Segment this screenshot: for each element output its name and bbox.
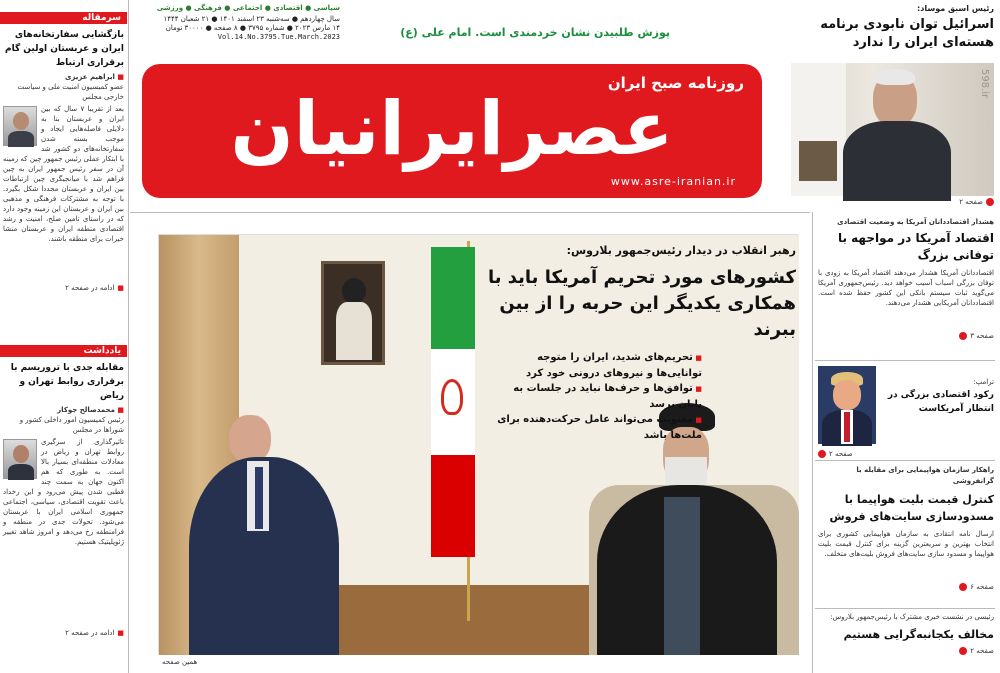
note-section [0,345,127,670]
note-more-link[interactable]: ■ ادامه در صفحه ۲ [0,629,127,637]
arrow-icon [959,583,967,591]
story-kicker: رئیس اسبق موساد: [917,4,994,13]
masthead-logo-box [142,64,762,198]
bullet-item: ■ تحریم‌های شدید، ایران را متوجه توانایی‌ها و نیروهای درونی خود کرد [497,350,702,381]
note-label: یادداشت [0,345,127,357]
portrait-frame [321,261,385,365]
main-headline-line-2: همکاری یکدیگر این حربه را از بین ببرند [499,293,796,340]
editorial-headline: بازگشایی سفارتخانه‌های ایران و عربستان اولین گام برقراری ارتباط [4,30,124,68]
main-bullets [497,350,702,443]
story3-headline: کنترل قیمت بلیت هواپیما با مسدودسازی سایت‌های فروش [829,493,994,523]
iran-flag [431,247,475,557]
main-story [142,222,810,666]
story4-kicker: رئیسی در نشست خبری مشترک با رئیس‌جمهور بلاروس: [830,613,994,621]
story4-headline: مخالف یکجانبه‌گرایی هستیم [843,628,994,641]
mossad-photo [791,63,994,196]
editorial-label: سرمقاله [0,12,127,24]
right-story-1 [818,218,994,340]
trump-photo [818,366,876,444]
story1-kicker: هشدار اقتصاددانان آمریکا به وضعیت اقتصادی [837,218,994,226]
story4-more-link[interactable]: صفحه ۲ [818,647,994,655]
bullet-item: ■ توافق‌ها و حرف‌ها نباید در جلسات به پایان برسد [497,381,702,412]
watermark: 598.ir [979,69,990,99]
story3-more-link[interactable]: صفحه ۶ [818,583,994,591]
masthead-top-strip [130,0,780,60]
editorial-author: ■ ابراهیم عزیزی [0,72,127,82]
tagline: روزنامه صبح ایران [607,74,744,92]
issue-line-3: Vol.14.No.3795.Tue.March.2023 [217,33,340,41]
story1-headline: اقتصاد آمریکا در مواجهه با توفانی بزرگ [837,231,994,262]
arrow-icon [959,647,967,655]
arrow-icon [959,332,967,340]
arrow-icon [818,450,826,458]
note-headline: مقابله جدی با تروریسم با برقراری روابط تهران و ریاض [10,363,124,401]
story1-more-link[interactable]: صفحه ۳ [818,332,994,340]
note-body: تاثیرگذاری از سرگیری روابط تهران و ریاض در معادلات منطقه‌ای بسیار بالا است. به طوری که هم اکنون جهان به سمت چند قطبی شدن پیش می‌رود و این رخداد باعث تقویت اقتصادی، سیاسی، اجتماعی جمهوری اسلامی ایران با عربستان می‌شود. تحولات جدی در منطقه و فرامنطقه رخ می‌دهد و امروز شاهد تغییر ژئوپلیتیک هستیم. [3,438,124,546]
bullet-item: ■ معنویت می‌تواند عامل حرکت‌دهنده برای ملت‌ها باشد [497,412,702,443]
story2-headline: رکود اقتصادی بزرگی در انتظار آمریکاست [887,390,994,414]
website: www.asre-iranian.ir [610,175,736,188]
issue-line-1: سال چهاردهم ● سه‌شنبه ۲۳ اسفند ۱۴۰۱ ● ۲۱ شعبان ۱۴۴۴ [163,15,340,23]
main-headline-line-1: کشورهای مورد تحریم آمریکا باید با [487,267,796,288]
editorial-section [0,12,127,342]
more-link[interactable]: صفحه ۲ [959,198,994,206]
right-story-2 [818,364,994,458]
story1-body: اقتصاددانان آمریکا هشدار می‌دهند اقتصاد آمریکا به زودی با توفان بزرگی اسباب آسیب خواهد دید. رئیس‌جمهوری آمریکا می‌گوید ثبات سیستم بانکی این کشور حفظ شده است. اقتصاددانان آمریکایی هشدار می‌دهند. [818,269,994,307]
main-kicker: رهبر انقلاب در دیدار رئیس‌جمهور بلاروس: [566,244,796,257]
note-author-avatar [3,439,37,479]
editorial-body: بعد از تقریبا ۷ سال که بین ایران و عربستان بنا به دلایلی فاصله‌هایی ایجاد و موجب بسته شدن سفارتخانه‌های دو کشور شد با ابتکار عملی رئیس جمهور چین که زمینه آن در سفر رئیس جمهور ایران به چین فراهم شد با میانجیگری چین ارتباطات بین ایران و عربستان مجددا شکل بگیرد. با توجه به مشترکات فرهنگی و مذهبی بین ایران و عربستان این زمینه وجود دارد که در راستای تامین صلح، امنیت و رشد اقتصادی منطقه ایران و عربستان منشا خیرات برای منطقه باشند. [3,105,125,243]
top-right-story [785,0,1000,205]
right-story-4 [818,612,994,655]
story2-more-link[interactable]: صفحه ۲ [818,450,853,458]
note-author-title: رئیس کمیسیون امور داخلی کشور و شوراها در مجلس [19,416,124,434]
story-headline: اسرائیل توان نابودی برنامه هسته‌ای ایران را ندارد [820,17,994,50]
note-author: ■ محمدصالح جوکار [0,405,127,415]
right-story-3 [818,465,994,591]
editorial-author-title: عضو کمیسیون امنیت ملی و سیاست خارجی مجلس [17,83,124,101]
story3-kicker: راهکار سازمان هواپیمایی برای مقابله با گرانفروشی [856,466,994,485]
quote: پوزش طلبیدن نشان خردمندی است. امام علی (ع) [400,26,670,39]
issue-line-2: ۱۴ مارس ۲۰۲۳ ● شماره ۳۷۹۵ ● ۸ صفحه ● ۳۰۰۰۰ تومان [165,24,340,32]
story3-body: ارسال نامه انتقادی به سازمان هواپیمایی کشوری برای انتخاب بهترین و سریعترین گزینه برای کنترل قیمت بلیت هواپیما و مسدود سازی سایت‌های فروش بلیت‌های متخلف. [818,530,994,558]
categories: سیاسی ● اقتصادی ● اجتماعی ● فرهنگی ● ورزشی [156,4,340,12]
editorial-more-link[interactable]: ■ ادامه در صفحه ۲ [0,284,127,292]
photo-credit: همین صفحه [162,658,198,666]
story2-kicker: ترامپ: [973,378,994,386]
arrow-icon [986,198,994,206]
author-avatar [3,106,37,146]
masthead-title: عصرایرانیان [230,86,674,172]
